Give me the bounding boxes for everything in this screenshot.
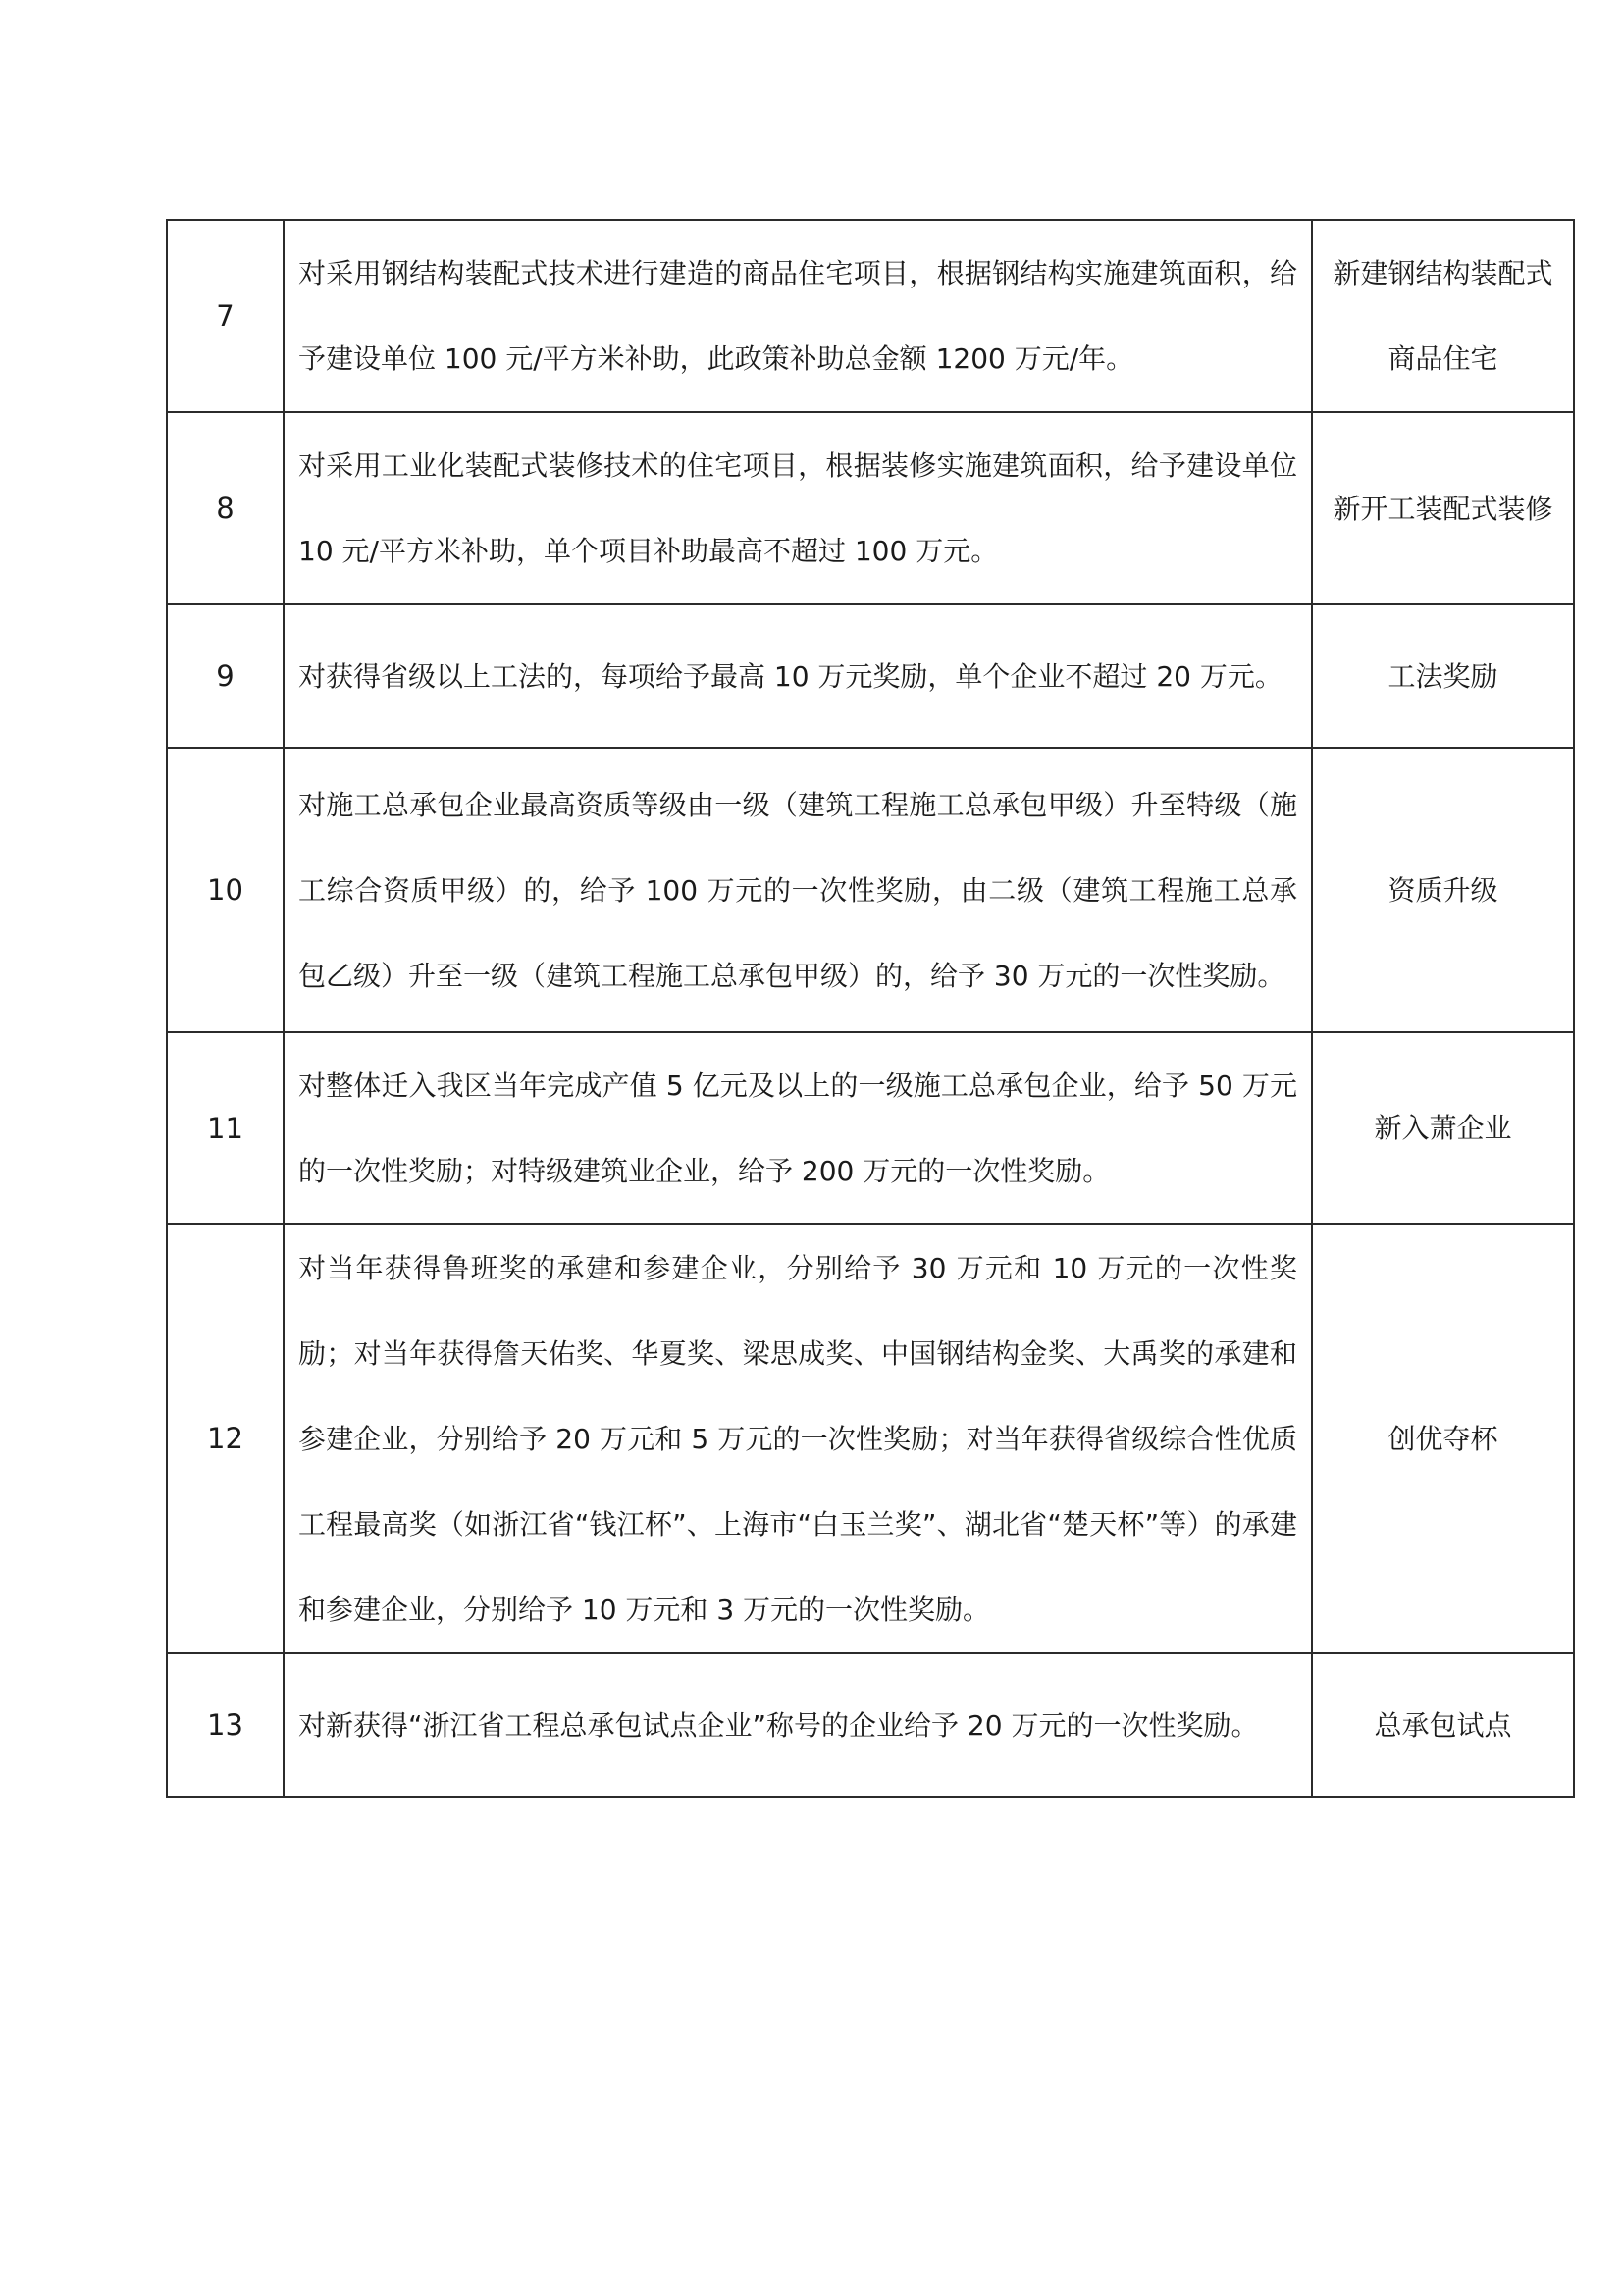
policy-table: [166, 219, 1575, 1798]
row-number: 8: [167, 412, 284, 604]
policy-category: 新入萧企业: [1312, 1032, 1574, 1224]
row-number: 9: [167, 604, 284, 748]
table-row: [167, 220, 1574, 412]
policy-description: 对施工总承包企业最高资质等级由一级（建筑工程施工总承包甲级）升至特级（施工综合资质甲级）的，给予 100 万元的一次性奖励，由二级（建筑工程施工总承包乙级）升至一级（建筑工程施工总承包甲级）的，给予 30 万元的一次性奖励。: [284, 748, 1312, 1032]
table-row: [167, 1032, 1574, 1224]
table-row: [167, 412, 1574, 604]
table-row: [167, 604, 1574, 748]
policy-category: 新建钢结构装配式商品住宅: [1312, 220, 1574, 412]
policy-category: 创优夺杯: [1312, 1224, 1574, 1653]
row-number: 10: [167, 748, 284, 1032]
policy-description: 对采用工业化装配式装修技术的住宅项目，根据装修实施建筑面积，给予建设单位 10 元/平方米补助，单个项目补助最高不超过 100 万元。: [284, 412, 1312, 604]
policy-category: 总承包试点: [1312, 1653, 1574, 1797]
policy-description: 对整体迁入我区当年完成产值 5 亿元及以上的一级施工总承包企业，给予 50 万元的一次性奖励；对特级建筑业企业，给予 200 万元的一次性奖励。: [284, 1032, 1312, 1224]
policy-description: 对采用钢结构装配式技术进行建造的商品住宅项目，根据钢结构实施建筑面积，给予建设单位 100 元/平方米补助，此政策补助总金额 1200 万元/年。: [284, 220, 1312, 412]
row-number: 11: [167, 1032, 284, 1224]
table-row: [167, 748, 1574, 1032]
row-number: 13: [167, 1653, 284, 1797]
policy-description: 对当年获得鲁班奖的承建和参建企业，分别给予 30 万元和 10 万元的一次性奖励；对当年获得詹天佑奖、华夏奖、梁思成奖、中国钢结构金奖、大禹奖的承建和参建企业，分别给予 20 万元和 5 万元的一次性奖励；对当年获得省级综合性优质工程最高奖（如浙江省“钱江杯”、上海市“白玉兰奖”、湖北省“楚天杯”等）的承建和参建企业，分别给予 10 万元和 3 万元的一次性奖励。: [284, 1224, 1312, 1653]
table-row: [167, 1224, 1574, 1653]
row-number: 12: [167, 1224, 284, 1653]
policy-description: 对获得省级以上工法的，每项给予最高 10 万元奖励，单个企业不超过 20 万元。: [284, 604, 1312, 748]
policy-category: 新开工装配式装修: [1312, 412, 1574, 604]
policy-category: 工法奖励: [1312, 604, 1574, 748]
policy-category: 资质升级: [1312, 748, 1574, 1032]
policy-description: 对新获得“浙江省工程总承包试点企业”称号的企业给予 20 万元的一次性奖励。: [284, 1653, 1312, 1797]
row-number: 7: [167, 220, 284, 412]
table-row: [167, 1653, 1574, 1797]
